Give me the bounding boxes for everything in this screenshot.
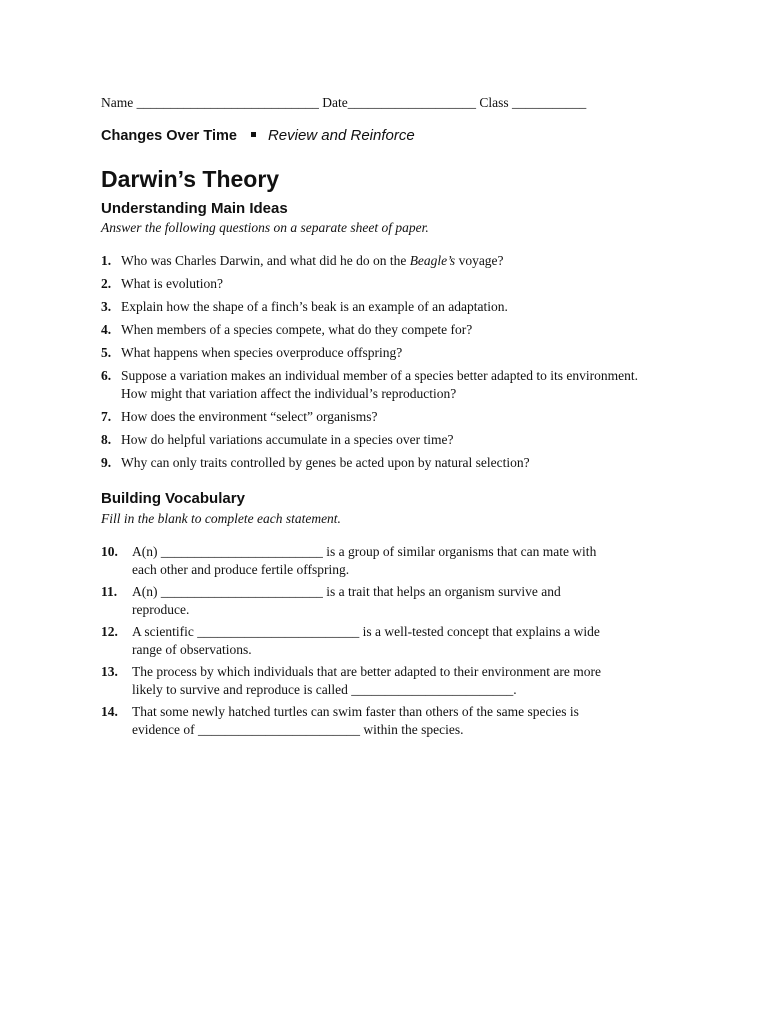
question-text: Explain how the shape of a finch’s beak is an example of an adaptation. bbox=[121, 299, 508, 314]
question-item bbox=[101, 344, 641, 362]
question-number: 13. bbox=[101, 664, 118, 679]
vocabulary-instruction: Fill in the blank to complete each statement. bbox=[101, 511, 341, 526]
question-item bbox=[101, 454, 641, 472]
page-title: Darwin’s Theory bbox=[101, 166, 280, 192]
question-item bbox=[101, 275, 641, 293]
bullet-separator bbox=[251, 132, 256, 137]
chapter-subheader bbox=[101, 127, 415, 144]
question-text: What is evolution? bbox=[121, 276, 223, 291]
question-text: How do helpful variations accumulate in a species over time? bbox=[121, 432, 454, 447]
chapter-title: Changes Over Time bbox=[101, 128, 237, 144]
question-number: 2. bbox=[101, 276, 112, 291]
question-text: A(n) ________________________ is a trait that helps an organism survive and reproduce. bbox=[132, 584, 561, 617]
question-text: When members of a species compete, what do they compete for? bbox=[121, 322, 473, 337]
vocabulary-heading: Building Vocabulary bbox=[101, 490, 245, 507]
question-item bbox=[101, 703, 621, 739]
question-item bbox=[101, 367, 641, 403]
main-ideas-heading: Understanding Main Ideas bbox=[101, 200, 288, 217]
section-label: Review and Reinforce bbox=[267, 127, 415, 144]
question-item bbox=[101, 321, 641, 339]
question-item bbox=[101, 543, 621, 579]
question-text: The process by which individuals that are better adapted to their environment are more likely to survive and reproduce is called ________________________. bbox=[132, 664, 601, 697]
question-item bbox=[101, 431, 641, 449]
main-ideas-question-list bbox=[101, 252, 641, 472]
question-text: A(n) ________________________ is a group of similar organisms that can mate with each other and produce fertile offspring. bbox=[132, 544, 597, 577]
question-number: 11. bbox=[101, 584, 118, 599]
question-number: 10. bbox=[101, 544, 118, 559]
question-text: What happens when species overproduce offspring? bbox=[121, 345, 403, 360]
question-text: A scientific ________________________ is a well-tested concept that explains a wide range of observations. bbox=[132, 624, 600, 657]
question-item bbox=[101, 252, 641, 270]
question-item bbox=[101, 408, 641, 426]
question-text: How does the environment “select” organisms? bbox=[121, 409, 378, 424]
question-number: 9. bbox=[101, 455, 112, 470]
question-number: 14. bbox=[101, 704, 118, 719]
question-text: Suppose a variation makes an individual member of a species better adapted to its environment. How might that variation affect the individual’s reproduction? bbox=[121, 368, 638, 401]
question-number: 6. bbox=[101, 368, 112, 383]
question-number: 7. bbox=[101, 409, 112, 424]
question-number: 1. bbox=[101, 253, 112, 268]
question-number: 4. bbox=[101, 322, 112, 337]
ship-name: Beagle’s bbox=[409, 253, 456, 268]
question-text: That some newly hatched turtles can swim faster than others of the same species is evidence of ________________________ within the species. bbox=[132, 704, 579, 737]
question-item bbox=[101, 623, 621, 659]
question-number: 8. bbox=[101, 432, 112, 447]
question-item bbox=[101, 663, 621, 699]
question-text: Why can only traits controlled by genes be acted upon by natural selection? bbox=[121, 455, 530, 470]
name-date-class-line: Name ___________________________ Date___________________ Class ___________ bbox=[101, 95, 587, 110]
question-number: 12. bbox=[101, 624, 118, 639]
vocabulary-question-list bbox=[101, 543, 621, 739]
question-item bbox=[101, 298, 641, 316]
question-number: 5. bbox=[101, 345, 112, 360]
question-number: 3. bbox=[101, 299, 112, 314]
question-text: Who was Charles Darwin, and what did he do on the Beagle’s voyage? bbox=[121, 253, 504, 268]
main-ideas-instruction: Answer the following questions on a separate sheet of paper. bbox=[101, 220, 429, 235]
question-item bbox=[101, 583, 621, 619]
